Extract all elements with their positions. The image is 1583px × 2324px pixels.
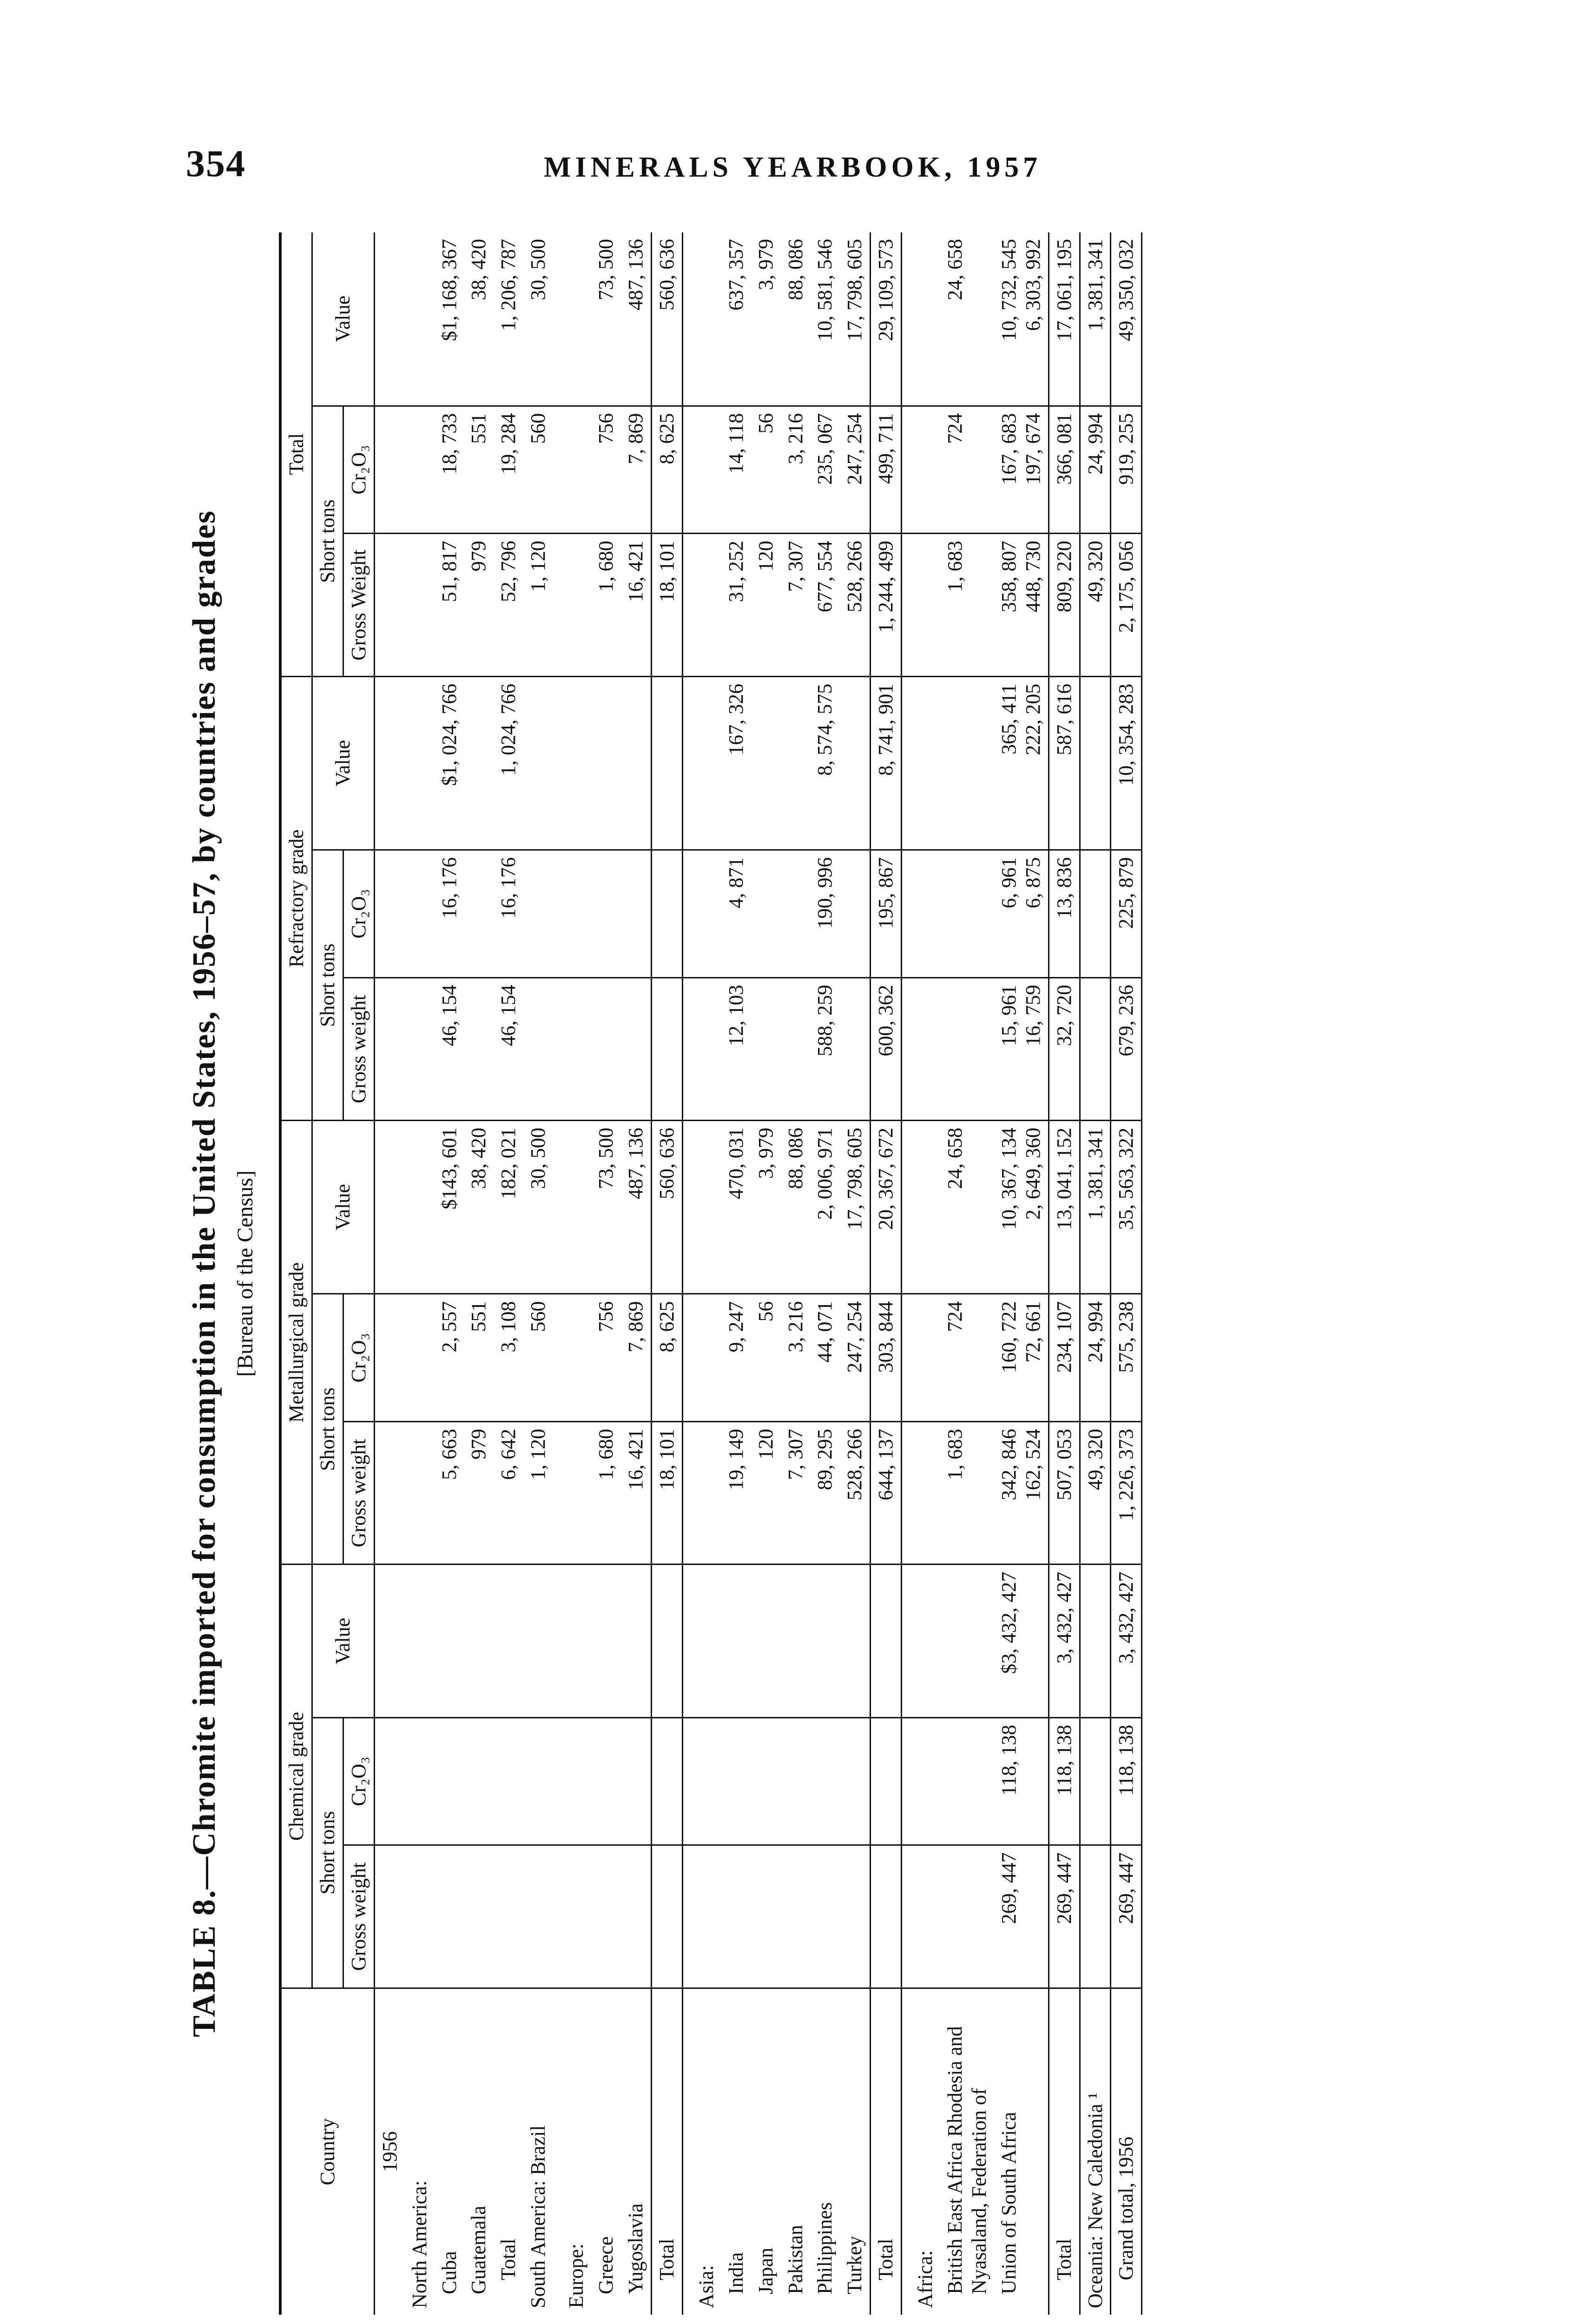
cell xyxy=(523,1845,553,1988)
row-label: Greece xyxy=(594,2236,618,2294)
cell xyxy=(871,1845,902,1988)
cell: 46, 154 xyxy=(494,977,523,1120)
table-row xyxy=(651,232,682,2315)
region-asia: Asia: xyxy=(694,2265,718,2308)
header-refractory-value: Value xyxy=(312,676,374,850)
cell xyxy=(940,1565,994,1717)
header-refractory-cr2o3: Cr₂O₃ xyxy=(343,850,374,978)
cell: 13, 836 xyxy=(1049,850,1080,978)
cell: 1, 120 xyxy=(523,534,553,676)
cell xyxy=(494,1845,523,1988)
table-row xyxy=(464,232,494,2315)
cell xyxy=(940,1845,994,1988)
cell: 366, 081 xyxy=(1049,406,1080,534)
cell: 88, 086 xyxy=(781,1121,811,1294)
cell: 7, 307 xyxy=(781,534,811,676)
cell: 16, 421 xyxy=(621,534,651,676)
header-refractory-gross-weight: Gross weight xyxy=(343,977,374,1120)
cell: 182, 021 xyxy=(494,1121,523,1294)
cell xyxy=(651,1565,682,1717)
cell: 342, 846 162, 524 xyxy=(994,1421,1049,1564)
table-row xyxy=(591,232,621,2315)
cell: 588, 259 xyxy=(810,977,840,1120)
cell xyxy=(523,1565,553,1717)
cell: 10, 354, 283 xyxy=(1111,676,1142,850)
cell: 3, 108 xyxy=(494,1294,523,1422)
table-row xyxy=(721,232,751,2315)
cell: 644, 137 xyxy=(871,1421,902,1564)
cell: 49, 320 xyxy=(1080,534,1111,676)
row-label: Total xyxy=(1052,2238,1075,2280)
cell xyxy=(871,1717,902,1845)
cell: 16, 421 xyxy=(621,1421,651,1564)
header-metallurgical-gross-weight: Gross weight xyxy=(343,1421,374,1564)
cell xyxy=(781,1565,811,1717)
cell: 7, 307 xyxy=(781,1421,811,1564)
table-row xyxy=(1080,232,1111,2315)
cell: 73, 500 xyxy=(591,232,621,406)
cell: 1, 244, 499 xyxy=(871,534,902,676)
cell xyxy=(840,1717,870,1845)
cell xyxy=(464,1717,494,1845)
cell: 269, 447 xyxy=(994,1845,1049,1988)
cell: 919, 255 xyxy=(1111,406,1142,534)
table-row xyxy=(940,232,994,2315)
cell xyxy=(464,850,494,978)
row-label: India xyxy=(724,2252,747,2294)
row-label: Total xyxy=(497,2238,520,2280)
cell: 560, 636 xyxy=(651,232,682,406)
cell xyxy=(1080,977,1111,1120)
cell: 15, 961 16, 759 xyxy=(994,977,1049,1120)
region-row xyxy=(405,232,435,2315)
cell: 1, 680 xyxy=(591,1421,621,1564)
cell: 195, 867 xyxy=(871,850,902,978)
header-chemical-value: Value xyxy=(312,1565,374,1717)
cell: $143, 601 xyxy=(435,1121,464,1294)
cell xyxy=(781,977,811,1120)
cell: 30, 500 xyxy=(523,232,553,406)
cell: 1, 381, 341 xyxy=(1080,1121,1111,1294)
cell: 38, 420 xyxy=(464,232,494,406)
cell xyxy=(591,676,621,850)
cell: 1, 120 xyxy=(523,1421,553,1564)
row-label: Total xyxy=(655,2238,678,2280)
cell: 24, 658 xyxy=(940,232,994,406)
cell: 677, 554 xyxy=(810,534,840,676)
cell: 160, 722 72, 661 xyxy=(994,1294,1049,1422)
cell: 358, 807 448, 730 xyxy=(994,534,1049,676)
cell: 17, 798, 605 xyxy=(840,232,870,406)
cell: 1, 683 xyxy=(940,534,994,676)
cell: 46, 154 xyxy=(435,977,464,1120)
cell: 7, 869 xyxy=(621,1294,651,1422)
cell: 35, 563, 322 xyxy=(1111,1121,1142,1294)
header-metallurgical-grade: Metallurgical grade xyxy=(280,1121,312,1565)
cell: 18, 733 xyxy=(435,406,464,534)
cell xyxy=(840,977,870,1120)
cell xyxy=(523,977,553,1120)
cell xyxy=(781,676,811,850)
cell xyxy=(940,850,994,978)
cell xyxy=(591,977,621,1120)
cell xyxy=(591,1565,621,1717)
cell: 52, 796 xyxy=(494,534,523,676)
table-row xyxy=(871,232,902,2315)
cell xyxy=(1080,1717,1111,1845)
table-row xyxy=(781,232,811,2315)
cell: 120 xyxy=(751,1421,781,1564)
cell: 551 xyxy=(464,406,494,534)
cell: 18, 101 xyxy=(651,1421,682,1564)
row-label: British East Africa Rhodesia and Nyasaland, Federation of xyxy=(943,2026,990,2294)
row-label: South America: Brazil xyxy=(527,2125,550,2308)
cell: 507, 053 xyxy=(1049,1421,1080,1564)
cell: 56 xyxy=(751,1294,781,1422)
header-country: Country xyxy=(280,1988,374,2315)
cell xyxy=(621,676,651,850)
year-label: 1956 xyxy=(378,2131,401,2172)
cell: 14, 118 xyxy=(721,406,751,534)
cell xyxy=(940,1717,994,1845)
cell: 24, 994 xyxy=(1080,406,1111,534)
cell: 528, 266 xyxy=(840,1421,870,1564)
cell: 724 xyxy=(940,406,994,534)
cell xyxy=(464,1845,494,1988)
header-metallurgical-value: Value xyxy=(312,1121,374,1294)
cell: 3, 432, 427 xyxy=(1111,1565,1142,1717)
cell: 600, 362 xyxy=(871,977,902,1120)
cell xyxy=(435,1845,464,1988)
cell xyxy=(751,977,781,1120)
cell xyxy=(435,1565,464,1717)
cell: 637, 357 xyxy=(721,232,751,406)
header-total-cr2o3: Cr₂O₃ xyxy=(343,406,374,534)
cell xyxy=(621,977,651,1120)
table-row xyxy=(810,232,840,2315)
cell xyxy=(751,1565,781,1717)
cell: 16, 176 xyxy=(494,850,523,978)
cell xyxy=(435,1717,464,1845)
cell xyxy=(494,1565,523,1717)
page-number: 354 xyxy=(186,142,246,185)
row-label: Yugoslavia xyxy=(624,2203,647,2294)
table-row xyxy=(621,232,651,2315)
row-label: Cuba xyxy=(437,2251,461,2294)
region-africa: Africa: xyxy=(914,2250,937,2308)
table-row xyxy=(1049,232,1080,2315)
row-label: Pakistan xyxy=(784,2225,807,2294)
cell xyxy=(651,676,682,850)
cell xyxy=(840,850,870,978)
cell: 38, 420 xyxy=(464,1121,494,1294)
cell: 235, 067 xyxy=(810,406,840,534)
cell xyxy=(523,850,553,978)
cell: 19, 149 xyxy=(721,1421,751,1564)
cell: 979 xyxy=(464,534,494,676)
cell: 30, 500 xyxy=(523,1121,553,1294)
cell: 118, 138 xyxy=(1049,1717,1080,1845)
cell: 49, 350, 032 xyxy=(1111,232,1142,406)
table-title: TABLE 8.—Chromite imported for consumption in the United States, 1956–57, by countries and grades xyxy=(186,510,222,2037)
cell: 10, 732, 545 6, 303, 992 xyxy=(994,232,1049,406)
cell: 9, 247 xyxy=(721,1294,751,1422)
header-total-value: Value xyxy=(312,232,374,406)
cell: 6, 642 xyxy=(494,1421,523,1564)
header-chemical-gross-weight: Gross weight xyxy=(343,1845,374,1988)
cell: 167, 683 197, 674 xyxy=(994,406,1049,534)
region-europe: Europe: xyxy=(565,2243,588,2308)
cell: 528, 266 xyxy=(840,534,870,676)
cell xyxy=(621,1717,651,1845)
cell xyxy=(751,1845,781,1988)
cell xyxy=(651,850,682,978)
table-row xyxy=(840,232,870,2315)
cell xyxy=(464,977,494,1120)
cell: 499, 711 xyxy=(871,406,902,534)
cell: 247, 254 xyxy=(840,1294,870,1422)
cell xyxy=(781,850,811,978)
cell: 225, 879 xyxy=(1111,850,1142,978)
cell: 587, 616 xyxy=(1049,676,1080,850)
cell: 12, 103 xyxy=(721,977,751,1120)
header-chemical-grade: Chemical grade xyxy=(280,1565,312,1988)
cell xyxy=(810,1565,840,1717)
table-row xyxy=(435,232,464,2315)
header-total: Total xyxy=(280,232,312,676)
cell: 8, 574, 575 xyxy=(810,676,840,850)
cell: 10, 581, 546 xyxy=(810,232,840,406)
cell: 487, 136 xyxy=(621,1121,651,1294)
cell: 20, 367, 672 xyxy=(871,1121,902,1294)
cell xyxy=(810,1717,840,1845)
region-row xyxy=(910,232,940,2315)
cell xyxy=(621,850,651,978)
region-north-america: North America: xyxy=(408,2180,431,2308)
cell: $1, 168, 367 xyxy=(435,232,464,406)
cell xyxy=(651,977,682,1120)
running-head: MINERALS YEARBOOK, 1957 xyxy=(544,152,1042,183)
header-refractory-short-tons: Short tons xyxy=(312,850,343,1121)
cell: 89, 295 xyxy=(810,1421,840,1564)
cell: 6, 961 6, 875 xyxy=(994,850,1049,978)
cell: 51, 817 xyxy=(435,534,464,676)
row-label: Grand total, 1956 xyxy=(1115,2136,1138,2280)
cell: 8, 625 xyxy=(651,1294,682,1422)
cell xyxy=(523,676,553,850)
header-total-short-tons: Short tons xyxy=(312,406,343,676)
cell: 7, 869 xyxy=(621,406,651,534)
table-row xyxy=(523,232,553,2315)
year-row xyxy=(374,232,404,2315)
cell xyxy=(810,1845,840,1988)
cell: 118, 138 xyxy=(994,1717,1049,1845)
cell: 1, 206, 787 xyxy=(494,232,523,406)
header-total-gross-weight: Gross Weight xyxy=(343,534,374,676)
cell: 2, 006, 971 xyxy=(810,1121,840,1294)
cell xyxy=(781,1717,811,1845)
cell xyxy=(840,676,870,850)
cell: 56 xyxy=(751,406,781,534)
row-label: Union of South Africa xyxy=(997,2112,1020,2294)
cell: 1, 680 xyxy=(591,534,621,676)
region-row xyxy=(561,232,591,2315)
cell xyxy=(1080,1565,1111,1717)
cell: 1, 381, 341 xyxy=(1080,232,1111,406)
cell xyxy=(721,1845,751,1988)
row-label: Japan xyxy=(754,2247,777,2294)
cell: 756 xyxy=(591,1294,621,1422)
cell: 3, 432, 427 xyxy=(1049,1565,1080,1717)
cell: 73, 500 xyxy=(591,1121,621,1294)
rotated-table-frame xyxy=(186,232,1366,2315)
cell: 3, 216 xyxy=(781,406,811,534)
cell xyxy=(940,977,994,1120)
table-row xyxy=(994,232,1049,2315)
cell xyxy=(940,676,994,850)
table-row xyxy=(494,232,523,2315)
cell: 120 xyxy=(751,534,781,676)
cell: 5, 663 xyxy=(435,1421,464,1564)
cell: 1, 226, 373 xyxy=(1111,1421,1142,1564)
cell: 3, 216 xyxy=(781,1294,811,1422)
cell: 24, 658 xyxy=(940,1121,994,1294)
cell: 29, 109, 573 xyxy=(871,232,902,406)
cell xyxy=(621,1565,651,1717)
cell: 1, 683 xyxy=(940,1421,994,1564)
cell: 2, 557 xyxy=(435,1294,464,1422)
cell xyxy=(1080,676,1111,850)
cell: 49, 320 xyxy=(1080,1421,1111,1564)
row-label: Guatemala xyxy=(467,2205,490,2294)
cell xyxy=(751,676,781,850)
cell: 487, 136 xyxy=(621,232,651,406)
cell: 17, 798, 605 xyxy=(840,1121,870,1294)
cell xyxy=(464,1565,494,1717)
cell: 979 xyxy=(464,1421,494,1564)
cell: $1, 024, 766 xyxy=(435,676,464,850)
cell xyxy=(591,1845,621,1988)
cell: 551 xyxy=(464,1294,494,1422)
cell: 24, 994 xyxy=(1080,1294,1111,1422)
cell xyxy=(651,1717,682,1845)
cell xyxy=(1080,1845,1111,1988)
cell xyxy=(721,1717,751,1845)
cell xyxy=(840,1845,870,1988)
cell: 560 xyxy=(523,406,553,534)
table-subtitle: [Bureau of the Census] xyxy=(233,1170,257,1377)
header-chemical-cr2o3: Cr₂O₃ xyxy=(343,1717,374,1845)
region-row xyxy=(692,232,721,2315)
cell: 809, 220 xyxy=(1049,534,1080,676)
header-metallurgical-short-tons: Short tons xyxy=(312,1294,343,1565)
cell xyxy=(591,850,621,978)
cell: 3, 979 xyxy=(751,1121,781,1294)
cell: 8, 741, 901 xyxy=(871,676,902,850)
row-label: Total xyxy=(874,2238,897,2280)
cell xyxy=(721,1565,751,1717)
cell: 303, 844 xyxy=(871,1294,902,1422)
cell: 13, 041, 152 xyxy=(1049,1121,1080,1294)
table-row xyxy=(751,232,781,2315)
row-label: Oceania: New Caledonia ¹ xyxy=(1083,2093,1107,2308)
cell: 31, 252 xyxy=(721,534,751,676)
cell: 724 xyxy=(940,1294,994,1422)
cell: 167, 326 xyxy=(721,676,751,850)
cell: 18, 101 xyxy=(651,534,682,676)
cell: 8, 625 xyxy=(651,406,682,534)
cell xyxy=(781,1845,811,1988)
cell xyxy=(751,1717,781,1845)
table-row xyxy=(1111,232,1142,2315)
cell: 234, 107 xyxy=(1049,1294,1080,1422)
header-metallurgical-cr2o3: Cr₂O₃ xyxy=(343,1294,374,1422)
cell xyxy=(464,676,494,850)
cell: 679, 236 xyxy=(1111,977,1142,1120)
cell: 575, 238 xyxy=(1111,1294,1142,1422)
row-label: Philippines xyxy=(813,2202,837,2294)
cell: 17, 061, 195 xyxy=(1049,232,1080,406)
cell: 19, 284 xyxy=(494,406,523,534)
cell: 560 xyxy=(523,1294,553,1422)
cell xyxy=(1080,850,1111,978)
cell: 247, 254 xyxy=(840,406,870,534)
cell: 470, 031 xyxy=(721,1121,751,1294)
cell xyxy=(621,1845,651,1988)
cell xyxy=(871,1565,902,1717)
cell xyxy=(591,1717,621,1845)
cell: 560, 636 xyxy=(651,1121,682,1294)
cell: 2, 175, 056 xyxy=(1111,534,1142,676)
cell: 3, 979 xyxy=(751,232,781,406)
cell xyxy=(840,1565,870,1717)
cell: 10, 367, 134 2, 649, 360 xyxy=(994,1121,1049,1294)
cell: 32, 720 xyxy=(1049,977,1080,1120)
cell xyxy=(523,1717,553,1845)
cell: 16, 176 xyxy=(435,850,464,978)
cell: 118, 138 xyxy=(1111,1717,1142,1845)
cell: 88, 086 xyxy=(781,232,811,406)
cell: 756 xyxy=(591,406,621,534)
cell xyxy=(494,1717,523,1845)
header-refractory-grade: Refractory grade xyxy=(280,676,312,1120)
chromite-imports-table xyxy=(279,232,1142,2315)
cell xyxy=(751,850,781,978)
cell: 269, 447 xyxy=(1049,1845,1080,1988)
cell: 1, 024, 766 xyxy=(494,676,523,850)
row-label: Turkey xyxy=(843,2236,866,2294)
cell: 269, 447 xyxy=(1111,1845,1142,1988)
cell: $3, 432, 427 xyxy=(994,1565,1049,1717)
cell: 4, 871 xyxy=(721,850,751,978)
cell: 44, 071 xyxy=(810,1294,840,1422)
header-chemical-short-tons: Short tons xyxy=(312,1717,343,1988)
cell: 365, 411 222, 205 xyxy=(994,676,1049,850)
cell: 190, 996 xyxy=(810,850,840,978)
cell xyxy=(651,1845,682,1988)
